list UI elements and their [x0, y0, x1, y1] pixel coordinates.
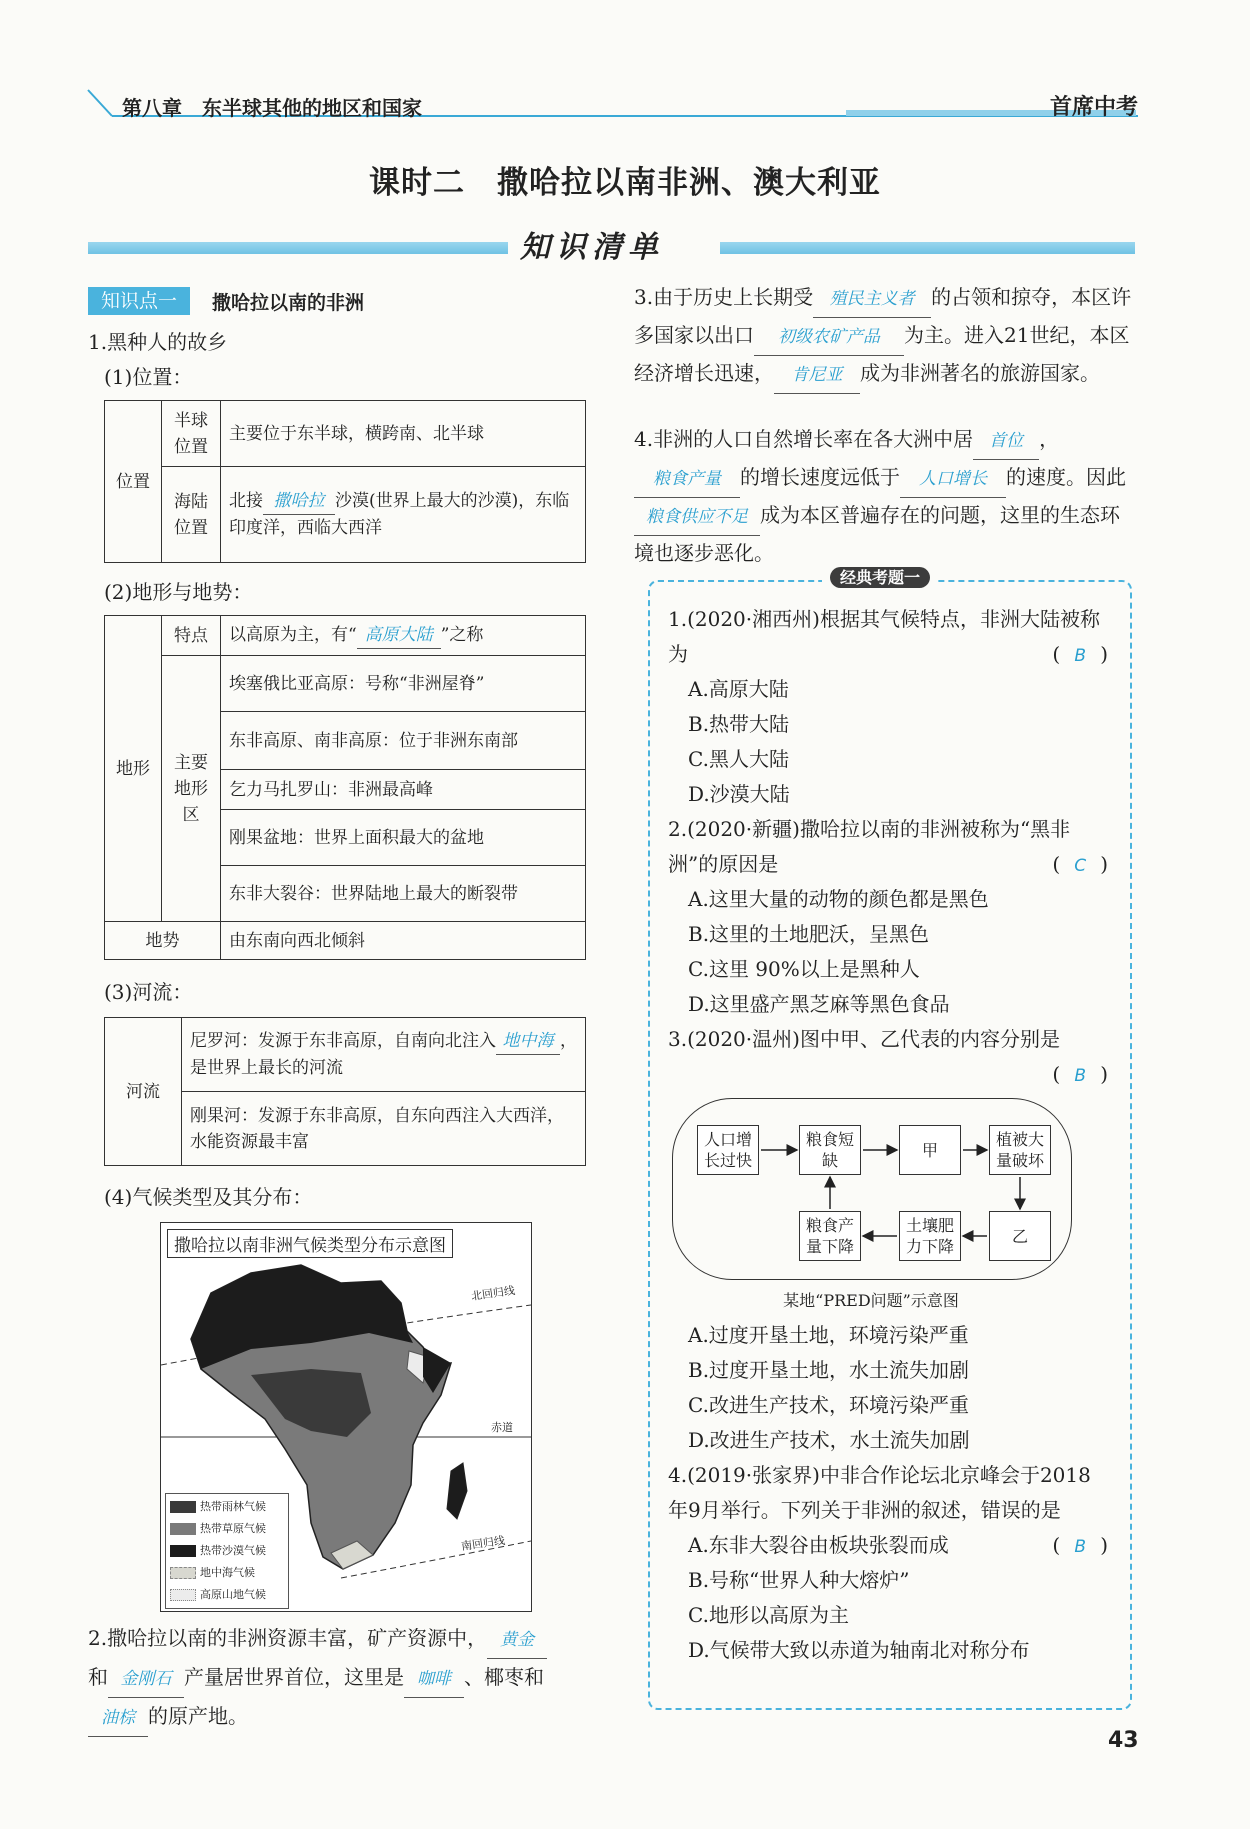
option[interactable]: B.热带大陆 [688, 712, 790, 736]
s2-text: 2.撒哈拉以南的非洲资源丰富，矿产资源中， [88, 1626, 488, 1650]
answer-colonialists: 殖民主义者 [813, 282, 931, 318]
question-answer: C [1074, 856, 1087, 876]
nile-cell [182, 1018, 586, 1092]
s3-paragraph [634, 280, 1134, 394]
region-item: 刚果盆地：世界上面积最大的盆地 [221, 810, 586, 866]
question-answer: B [1074, 646, 1087, 666]
pred-box-yi: 乙 [989, 1211, 1051, 1261]
answer-kenya: 肯尼亚 [774, 358, 860, 394]
features-cell [221, 616, 586, 656]
s4-text: 的速度。因此 [1006, 465, 1126, 489]
option[interactable]: D.气候带大致以赤道为轴南北对称分布 [688, 1638, 1030, 1662]
s2-paragraph [88, 1620, 588, 1737]
s3-text: 3.由于历史上长期受 [634, 285, 814, 309]
pred-diagram [672, 1098, 1072, 1280]
pred-box-soil: 土壤肥力下降 [899, 1211, 961, 1261]
legend-swatch [170, 1523, 196, 1535]
answer-diamond: 金刚石 [108, 1661, 184, 1698]
s3-text: 成为非洲著名的旅游国家。 [860, 361, 1100, 385]
option[interactable]: A.这里大量的动物的颜色都是黑色 [688, 887, 989, 911]
legend-item [170, 1496, 284, 1518]
land-sea-cell [221, 467, 586, 563]
legend-swatch [170, 1501, 196, 1513]
pred-box-vegetation: 植被大量破坏 [989, 1125, 1051, 1175]
option[interactable]: C.改进生产技术，环境污染严重 [688, 1393, 969, 1417]
option[interactable]: A.高原大陆 [688, 677, 789, 701]
option[interactable]: A.过度开垦土地，环境污染严重 [688, 1323, 969, 1347]
position-table [104, 400, 586, 563]
question-stem: 1.(2020·湘西州)根据其气候特点，非洲大陆被称为 [668, 607, 1100, 666]
answer-coffee: 咖啡 [404, 1661, 464, 1698]
answer-mediterranean: 地中海 [496, 1028, 560, 1055]
option[interactable]: D.改进生产技术，水土流失加剧 [688, 1428, 970, 1452]
main-regions-label: 主要地形区 [162, 656, 221, 922]
answer-primary-products: 初级农矿产品 [754, 320, 904, 356]
answer-paren: ( C ) [1052, 847, 1108, 884]
option[interactable]: B.过度开垦土地，水土流失加剧 [688, 1358, 970, 1382]
answer-oil-palm: 油棕 [88, 1700, 148, 1737]
answer-paren: ( B ) [1052, 1057, 1108, 1094]
features-label: 特点 [162, 616, 221, 656]
option[interactable]: C.地形以高原为主 [688, 1603, 849, 1627]
features-pre: 以高原为主，有“ [229, 625, 357, 645]
equator-label: 赤道 [491, 1421, 513, 1434]
tropic-south-label: 南回归线 [460, 1533, 506, 1553]
answer-gold: 黄金 [487, 1622, 547, 1659]
nile-pre: 尼罗河：发源于东非高原，自南向北注入 [190, 1031, 496, 1051]
river-table [104, 1017, 586, 1166]
question-3 [668, 1022, 1108, 1086]
legend-swatch [170, 1545, 196, 1557]
legend-swatch [170, 1589, 196, 1601]
pred-box-population: 人口增长过快 [697, 1125, 759, 1175]
brand-label: 首席中考 [1049, 95, 1138, 120]
land-sea-pre: 北接 [229, 491, 263, 511]
congo-text: 刚果河：发源于东非高原，自东向西注入大西洋，水能资源最丰富 [182, 1092, 586, 1166]
option[interactable]: C.黑人大陆 [688, 747, 789, 771]
page-number: 43 [1108, 1728, 1139, 1753]
legend-item [170, 1584, 284, 1606]
option[interactable]: D.沙漠大陆 [688, 782, 790, 806]
banner-bar-left [88, 242, 508, 254]
s3-text: 为主。进入21世纪，本区经济增长迅速， [634, 323, 1130, 385]
region-item: 乞力马扎罗山：非洲最高峰 [221, 770, 586, 810]
legend-label: 高原山地气候 [200, 1588, 266, 1601]
s2-text: 产量居世界首位，这里是 [184, 1665, 404, 1689]
legend-item [170, 1562, 284, 1584]
s4-text: 4.非洲的人口自然增长率在各大洲中居 [634, 427, 974, 451]
legend-item [170, 1518, 284, 1540]
s1-heading: 1.黑种人的故乡 [88, 330, 228, 354]
kp-title: 撒哈拉以南的非洲 [212, 292, 365, 314]
kp-badge-text: 知识点一 [100, 290, 177, 312]
pred-arrows [673, 1099, 1071, 1279]
s4-text: 的增长速度远低于 [740, 465, 900, 489]
question-2 [668, 812, 1108, 1022]
exam-badge-text: 经典考题一 [830, 567, 930, 588]
chapter-title: 第八章 东半球其他的地区和国家 [122, 96, 422, 120]
land-sea-label: 海陆位置 [162, 467, 221, 563]
region-item: 东非高原、南非高原：位于非洲东南部 [221, 712, 586, 770]
terrain-label: (2)地形与地势： [104, 580, 253, 604]
pred-box-jia: 甲 [899, 1125, 961, 1175]
river-label: (3)河流： [104, 980, 193, 1004]
option[interactable]: D.这里盛产黑芝麻等黑色食品 [688, 992, 950, 1016]
answer-paren: ( B ) [1052, 637, 1108, 674]
answer-population-growth: 人口增长 [900, 462, 1006, 498]
question-answer: B [1074, 1537, 1087, 1557]
section-banner: 知识清单 [520, 230, 664, 265]
exam-badge [822, 565, 938, 588]
pred-caption: 某地“PRED问题”示意图 [783, 1291, 959, 1310]
position-row-label: 位置 [105, 401, 162, 563]
answer-sahara: 撒哈拉 [263, 488, 335, 515]
slope-label: 地势 [105, 922, 221, 960]
option[interactable]: A.东非大裂谷由板块张裂而成 [688, 1533, 949, 1557]
terrain-table [104, 615, 586, 960]
question-4 [668, 1458, 1108, 1668]
kp-badge [88, 287, 190, 315]
legend-label: 热带雨林气候 [200, 1500, 266, 1513]
climate-map [160, 1222, 532, 1612]
banner-bar-right [720, 242, 1135, 254]
s2-text: 、椰枣和 [464, 1665, 544, 1689]
question-1 [668, 602, 1108, 812]
s3-text: 的占领和掠夺，本区许多国家以出口 [634, 285, 1132, 347]
slope-text: 由东南向西北倾斜 [221, 922, 586, 960]
s2-text: 和 [88, 1665, 108, 1689]
region-item: 埃塞俄比亚高原：号称“非洲屋脊” [221, 656, 586, 712]
pred-box-grain-output: 粮食产量下降 [799, 1211, 861, 1261]
legend-label: 地中海气候 [200, 1566, 255, 1579]
legend-swatch [170, 1567, 196, 1579]
answer-grain-output: 粮食产量 [634, 462, 740, 498]
option[interactable]: B.这里的土地肥沃，呈黑色 [688, 922, 930, 946]
answer-plateau-continent: 高原大陆 [357, 622, 441, 649]
answer-food-shortage: 粮食供应不足 [634, 500, 760, 536]
option[interactable]: B.号称“世界人种大熔炉” [688, 1568, 910, 1592]
tropic-north-label: 北回归线 [470, 1283, 516, 1303]
question-answer: B [1074, 1066, 1087, 1086]
map-legend [165, 1493, 289, 1609]
answer-paren: ( B ) [1052, 1528, 1108, 1565]
s4-text: 成为本区普遍存在的问题，这里的生态环境也逐步恶化。 [634, 503, 1120, 565]
s2-text: 的原产地。 [148, 1704, 248, 1728]
features-post: ”之称 [440, 625, 484, 645]
s4-text: ， [1039, 427, 1060, 451]
question-stem: 4.(2019·张家界)中非合作论坛北京峰会于2018年9月举行。下列关于非洲的叙述，错误的是 [668, 1463, 1091, 1522]
legend-label: 热带沙漠气候 [200, 1544, 266, 1557]
terrain-row-label: 地形 [105, 616, 162, 922]
nile-post: ，是世界上最长的河流 [190, 1031, 577, 1078]
region-item: 东非大裂谷：世界陆地上最大的断裂带 [221, 866, 586, 922]
question-3-options [688, 1318, 1108, 1458]
legend-item [170, 1540, 284, 1562]
s4-paragraph [634, 422, 1134, 571]
pred-box-food-shortage: 粮食短缺 [799, 1125, 861, 1175]
climate-label: (4)气候类型及其分布： [104, 1185, 313, 1209]
hemisphere-label: 半球位置 [162, 401, 221, 467]
lesson-title: 课时二 撒哈拉以南非洲、澳大利亚 [369, 165, 881, 201]
map-title: 撒哈拉以南非洲气候类型分布示意图 [167, 1229, 453, 1258]
option[interactable]: C.这里 90%以上是黑种人 [688, 957, 920, 981]
position-label: (1)位置： [104, 365, 193, 389]
answer-first-place: 首位 [973, 424, 1039, 460]
legend-label: 热带草原气候 [200, 1522, 266, 1535]
river-row-label: 河流 [105, 1018, 182, 1166]
question-stem: 2.(2020·新疆)撒哈拉以南的非洲被称为“黑非洲”的原因是 [668, 817, 1071, 876]
land-sea-post: 沙漠(世界上最大的沙漠)，东临印度洋，西临大西洋 [229, 491, 570, 538]
hemisphere-text: 主要位于东半球，横跨南、北半球 [221, 401, 586, 467]
question-stem: 3.(2020·温州)图中甲、乙代表的内容分别是 [668, 1027, 1060, 1051]
